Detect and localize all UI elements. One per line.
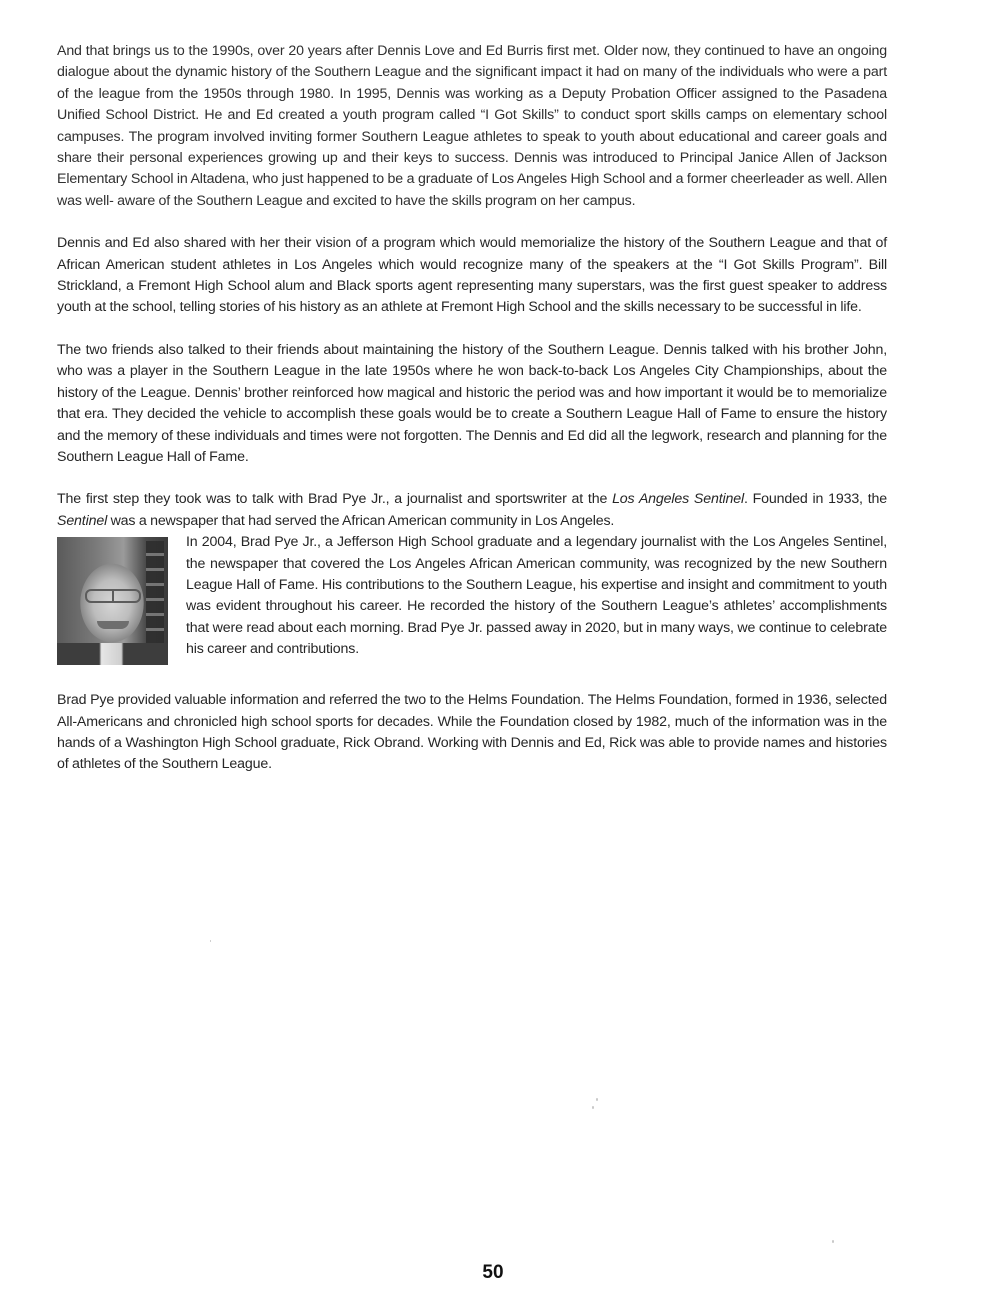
photo-collar — [57, 643, 168, 665]
paragraph-vision-program: Dennis and Ed also shared with her their vision of a program which would memorialize the history of the Southern League and that of African American student athletes in Los Angeles which would recognize many of the speakers at the “I Got Skills Program”. Bill Strickland, a Fremont High School alum and Black sports agent representing many superstars, was the first guest speaker to address youth at the school, telling stories of his history as an athlete at Fremont High School and the skills necessary to be successful in life. — [57, 235, 887, 316]
brad-pye-photo — [57, 537, 168, 665]
brad-pye-bio: In 2004, Brad Pye Jr., a Jefferson High School graduate and a legendary journalist with the Los Angeles Sentinel, the newspaper that covered the Los Angeles African American community, was recognized by the new Southern League Hall of Fame. His contributions to the Southern League, his expertise and insight and commitment to youth was evident throughout his career. He recorded the history of the Southern League’s athletes’ accomplishments that were read about each morning. Brad Pye Jr. passed away in 2020, but in many ways, we continue to celebrate his career and contributions. — [186, 534, 887, 658]
sentinel-italic: Sentinel — [57, 512, 108, 529]
brad-pye-section — [57, 489, 887, 669]
scan-speck — [210, 940, 211, 942]
newspaper-title-italic: Los Angeles Sentinel — [612, 491, 744, 508]
photo-background-panel — [146, 541, 164, 651]
intro-text-2: . Founded in 1933, the — [744, 491, 887, 508]
scan-speck — [592, 1106, 594, 1109]
page-number: 50 — [482, 1262, 504, 1283]
paragraph-hall-of-fame-origin: The two friends also talked to their friends about maintaining the history of the Southern League. Dennis talked with his brother John, who was a player in the Southern League in the late 1950s where he won back-to-back Los Angeles City Championships, about the history of the League. Dennis’ brother reinforced how magical and historic the period was and how important it would be to memorialize that era. They decided the vehicle to accomplish these goals would be to create a Southern League Hall of Fame to ensure the history and the memory of these individuals and times were not forgotten. The Dennis and Ed did all the legwork, research and planning for the Southern League Hall of Fame. — [57, 341, 887, 465]
paragraph-1990s-dialogue: And that brings us to the 1990s, over 20 years after Dennis Love and Ed Burris first met. Older now, they continued to have an ongoing dialogue about the dynamic history of the Southern League and the significant impact it had on many of the individuals who were a part of the league from the 1950s through 1980. In 1995, Dennis was working as a Deputy Probation Officer assigned to the Pasadena Unified School District. He and Ed created a youth program called “I Got Skills” to conduct sport skills camps on elementary school campuses. The program involved inviting former Southern League athletes to speak to youth about educational and career goals and share their personal experiences growing up and their keys to success. Dennis was introduced to Principal Janice Allen of Jackson Elementary School in Altadena, who just happened to be a graduate of Los Angeles High School and a former cheerleader as well. Allen was well- aware of the Southern League and excited to have the skills program on her campus. — [57, 43, 887, 209]
document-page — [57, 41, 887, 797]
brad-pye-intro — [57, 489, 887, 532]
scan-speck — [596, 1098, 598, 1101]
intro-text-1: The first step they took was to talk with Brad Pye Jr., a journalist and sportswriter at the — [57, 491, 613, 508]
photo-smile — [97, 621, 129, 629]
paragraph-helms-foundation: Brad Pye provided valuable information and referred the two to the Helms Foundation. The Helms Foundation, formed in 1936, selected All-Americans and chronicled high school sports for decades. While the Foundation closed by 1982, much of the information was in the hands of a Washington High School graduate, Rick Obrand. Working with Dennis and Ed, Rick was able to provide names and histories of athletes of the Southern League. — [57, 692, 887, 773]
photo-glasses — [85, 589, 141, 603]
intro-text-3: was a newspaper that had served the African American community in Los Angeles. — [107, 512, 615, 529]
scan-speck — [832, 1240, 834, 1243]
